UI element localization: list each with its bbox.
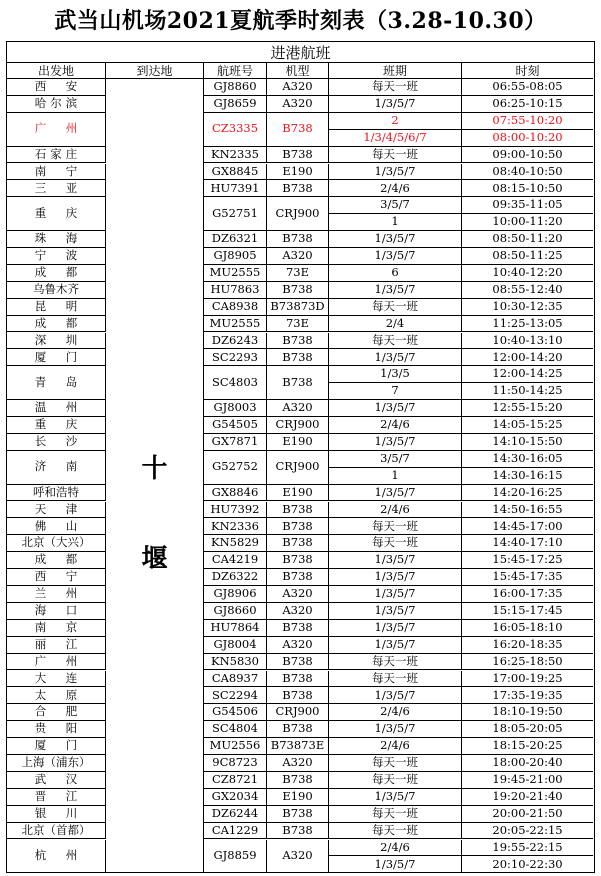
aircraft-cell: B73873D bbox=[267, 299, 329, 316]
aircraft-cell: E190 bbox=[267, 164, 329, 181]
aircraft-cell: B738 bbox=[267, 806, 329, 823]
schedule-cell: 每天一班 bbox=[329, 671, 462, 688]
flight-number-cell: GJ8859 bbox=[204, 840, 267, 874]
time-cell: 09:00-10:50 bbox=[462, 147, 593, 164]
origin-cell: 三 亚 bbox=[7, 180, 106, 197]
origin-cell: 上海（浦东） bbox=[7, 755, 106, 772]
time-cell: 14:50-16:55 bbox=[462, 502, 593, 519]
header-time: 时刻 bbox=[462, 63, 593, 79]
origin-cell: 重 庆 bbox=[7, 197, 106, 231]
aircraft-cell: B738 bbox=[267, 671, 329, 688]
time-cell: 12:55-15:20 bbox=[462, 400, 593, 417]
flight-number-cell: DZ6322 bbox=[204, 569, 267, 586]
origin-cell: 广 州 bbox=[7, 654, 106, 671]
flight-number-cell: GX8845 bbox=[204, 164, 267, 181]
aircraft-cell: A320 bbox=[267, 840, 329, 874]
flight-number-cell: SC4803 bbox=[204, 366, 267, 400]
flight-number-cell: KN5830 bbox=[204, 654, 267, 671]
flight-number-cell: HU7864 bbox=[204, 620, 267, 637]
flight-number-cell: MU2555 bbox=[204, 265, 267, 282]
time-cell: 14:10-15:50 bbox=[462, 434, 593, 451]
schedule-cell: 1/3/5/7 bbox=[329, 434, 462, 451]
time-cell: 07:55-10:20 bbox=[462, 113, 593, 130]
origin-cell: 成 都 bbox=[7, 265, 106, 282]
origin-cell: 佛 山 bbox=[7, 518, 106, 535]
schedule-cell: 每天一班 bbox=[329, 79, 462, 96]
time-cell: 17:35-19:35 bbox=[462, 687, 593, 704]
flight-number-cell: HU7863 bbox=[204, 282, 267, 299]
time-cell: 19:55-22:15 bbox=[462, 840, 593, 857]
schedule-cell: 2/4/6 bbox=[329, 417, 462, 434]
aircraft-cell: B738 bbox=[267, 518, 329, 535]
origin-cell: 重 庆 bbox=[7, 417, 106, 434]
origin-cell: 呼和浩特 bbox=[7, 485, 106, 502]
origin-cell: 大 连 bbox=[7, 671, 106, 688]
aircraft-cell: B738 bbox=[267, 231, 329, 248]
flight-number-cell: GJ8905 bbox=[204, 248, 267, 265]
header-destination: 到达地 bbox=[106, 63, 204, 79]
schedule-cell: 1/3/5/7 bbox=[329, 282, 462, 299]
flight-number-cell: KN2336 bbox=[204, 518, 267, 535]
aircraft-cell: B738 bbox=[267, 772, 329, 789]
aircraft-cell: B738 bbox=[267, 654, 329, 671]
flight-number-cell: MU2556 bbox=[204, 738, 267, 755]
aircraft-cell: CRJ900 bbox=[267, 197, 329, 231]
time-cell: 14:45-17:00 bbox=[462, 518, 593, 535]
schedule-cell: 1/3/5/7 bbox=[329, 248, 462, 265]
flight-number-cell: GJ8003 bbox=[204, 400, 267, 417]
aircraft-cell: B738 bbox=[267, 113, 329, 147]
time-cell: 16:25-18:50 bbox=[462, 654, 593, 671]
origin-cell: 珠 海 bbox=[7, 231, 106, 248]
time-cell: 18:00-20:40 bbox=[462, 755, 593, 772]
schedule-cell: 每天一班 bbox=[329, 654, 462, 671]
aircraft-cell: A320 bbox=[267, 96, 329, 113]
schedule-cell: 1/3/5/7 bbox=[329, 164, 462, 181]
aircraft-cell: E190 bbox=[267, 485, 329, 502]
schedule-cell: 2/4 bbox=[329, 316, 462, 333]
aircraft-cell: B738 bbox=[267, 180, 329, 197]
schedule-cell: 每天一班 bbox=[329, 147, 462, 164]
aircraft-cell: B73873E bbox=[267, 738, 329, 755]
schedule-cell: 1 bbox=[329, 214, 462, 231]
aircraft-cell: B738 bbox=[267, 502, 329, 519]
schedule-cell: 每天一班 bbox=[329, 806, 462, 823]
origin-cell: 昆 明 bbox=[7, 299, 106, 316]
origin-cell: 丽 江 bbox=[7, 637, 106, 654]
schedule-cell: 2/4/6 bbox=[329, 180, 462, 197]
time-cell: 10:40-13:10 bbox=[462, 333, 593, 350]
flight-number-cell: G54505 bbox=[204, 417, 267, 434]
time-cell: 20:05-22:15 bbox=[462, 823, 593, 840]
aircraft-cell: 73E bbox=[267, 316, 329, 333]
schedule-cell: 3/5/7 bbox=[329, 451, 462, 468]
destination-char: 十 bbox=[141, 454, 168, 484]
origin-cell: 南 宁 bbox=[7, 164, 106, 181]
time-cell: 06:25-10:15 bbox=[462, 96, 593, 113]
schedule-table bbox=[6, 41, 595, 873]
time-cell: 19:45-21:00 bbox=[462, 772, 593, 789]
flight-number-cell: G52752 bbox=[204, 451, 267, 485]
flight-number-cell: GX8846 bbox=[204, 485, 267, 502]
flight-number-cell: DZ6321 bbox=[204, 231, 267, 248]
aircraft-cell: CRJ900 bbox=[267, 704, 329, 721]
time-cell: 11:25-13:05 bbox=[462, 316, 593, 333]
flight-number-cell: GJ8906 bbox=[204, 586, 267, 603]
time-cell: 08:55-12:40 bbox=[462, 282, 593, 299]
flight-number-cell: SC2294 bbox=[204, 687, 267, 704]
origin-cell: 成 都 bbox=[7, 552, 106, 569]
origin-cell: 成 都 bbox=[7, 316, 106, 333]
time-cell: 14:30-16:15 bbox=[462, 468, 593, 485]
section-title: 进港航班 bbox=[7, 42, 594, 63]
origin-cell: 长 沙 bbox=[7, 434, 106, 451]
aircraft-cell: B738 bbox=[267, 147, 329, 164]
flight-number-cell: KN2335 bbox=[204, 147, 267, 164]
time-cell: 18:10-19:50 bbox=[462, 704, 593, 721]
flight-number-cell: GJ8004 bbox=[204, 637, 267, 654]
origin-cell: 哈尔滨 bbox=[7, 96, 106, 113]
flight-number-cell: HU7391 bbox=[204, 180, 267, 197]
origin-cell: 深 圳 bbox=[7, 333, 106, 350]
schedule-cell: 1/3/4/5/6/7 bbox=[329, 130, 462, 147]
schedule-cell: 1 bbox=[329, 468, 462, 485]
flight-number-cell: CZ3335 bbox=[204, 113, 267, 147]
origin-cell: 合 肥 bbox=[7, 704, 106, 721]
time-cell: 08:50-11:20 bbox=[462, 231, 593, 248]
flight-number-cell: G52751 bbox=[204, 197, 267, 231]
time-cell: 08:15-10:50 bbox=[462, 180, 593, 197]
aircraft-cell: B738 bbox=[267, 535, 329, 552]
schedule-cell: 每天一班 bbox=[329, 333, 462, 350]
origin-cell: 济 南 bbox=[7, 451, 106, 485]
schedule-cell: 7 bbox=[329, 383, 462, 400]
header-aircraft: 机型 bbox=[267, 63, 329, 79]
origin-cell: 银 川 bbox=[7, 806, 106, 823]
schedule-cell: 1/3/5/7 bbox=[329, 721, 462, 738]
time-cell: 20:00-21:50 bbox=[462, 806, 593, 823]
time-cell: 14:30-16:05 bbox=[462, 451, 593, 468]
flight-number-cell: CA4219 bbox=[204, 552, 267, 569]
schedule-cell: 1/3/5 bbox=[329, 366, 462, 383]
origin-cell: 宁 波 bbox=[7, 248, 106, 265]
schedule-cell: 每天一班 bbox=[329, 299, 462, 316]
schedule-cell: 1/3/5/7 bbox=[329, 349, 462, 366]
flight-number-cell: MU2555 bbox=[204, 316, 267, 333]
aircraft-cell: CRJ900 bbox=[267, 417, 329, 434]
schedule-cell: 2 bbox=[329, 113, 462, 130]
origin-cell: 广 州 bbox=[7, 113, 106, 147]
aircraft-cell: A320 bbox=[267, 79, 329, 96]
schedule-cell: 1/3/5/7 bbox=[329, 552, 462, 569]
flight-number-cell: GJ8659 bbox=[204, 96, 267, 113]
header-schedule: 班期 bbox=[329, 63, 462, 79]
schedule-cell: 每天一班 bbox=[329, 535, 462, 552]
schedule-cell: 1/3/5/7 bbox=[329, 569, 462, 586]
destination-cell bbox=[106, 79, 204, 873]
schedule-cell: 3/5/7 bbox=[329, 197, 462, 214]
origin-cell: 厦 门 bbox=[7, 738, 106, 755]
schedule-cell: 2/4/6 bbox=[329, 840, 462, 857]
schedule-cell: 1/3/5/7 bbox=[329, 687, 462, 704]
aircraft-cell: B738 bbox=[267, 620, 329, 637]
aircraft-cell: 73E bbox=[267, 265, 329, 282]
flight-number-cell: GX7871 bbox=[204, 434, 267, 451]
time-cell: 20:10-22:30 bbox=[462, 856, 593, 873]
origin-cell: 北京（大兴） bbox=[7, 535, 106, 552]
origin-cell: 北京（首都） bbox=[7, 823, 106, 840]
schedule-cell: 1/3/5/7 bbox=[329, 96, 462, 113]
flight-number-cell: KN5829 bbox=[204, 535, 267, 552]
flight-number-cell: HU7392 bbox=[204, 502, 267, 519]
aircraft-cell: B738 bbox=[267, 333, 329, 350]
time-cell: 15:45-17:25 bbox=[462, 552, 593, 569]
origin-cell: 杭 州 bbox=[7, 840, 106, 874]
flight-number-cell: GX2034 bbox=[204, 789, 267, 806]
page-title: 武当山机场2021夏航季时刻表（3.28-10.30） bbox=[54, 8, 547, 34]
flight-number-cell: G54506 bbox=[204, 704, 267, 721]
schedule-cell: 1/3/5/7 bbox=[329, 231, 462, 248]
schedule-cell: 1/3/5/7 bbox=[329, 620, 462, 637]
schedule-cell: 每天一班 bbox=[329, 823, 462, 840]
aircraft-cell: B738 bbox=[267, 282, 329, 299]
flight-number-cell: DZ6244 bbox=[204, 806, 267, 823]
time-cell: 10:40-12:20 bbox=[462, 265, 593, 282]
origin-cell: 天 津 bbox=[7, 502, 106, 519]
flight-number-cell: GJ8660 bbox=[204, 603, 267, 620]
aircraft-cell: A320 bbox=[267, 586, 329, 603]
origin-cell: 乌鲁木齐 bbox=[7, 282, 106, 299]
origin-cell: 武 汉 bbox=[7, 772, 106, 789]
time-cell: 10:00-11:20 bbox=[462, 214, 593, 231]
origin-cell: 太 原 bbox=[7, 687, 106, 704]
time-cell: 15:45-17:35 bbox=[462, 569, 593, 586]
time-cell: 16:00-17:35 bbox=[462, 586, 593, 603]
origin-cell: 兰 州 bbox=[7, 586, 106, 603]
aircraft-cell: B738 bbox=[267, 569, 329, 586]
aircraft-cell: CRJ900 bbox=[267, 451, 329, 485]
schedule-cell: 每天一班 bbox=[329, 518, 462, 535]
time-cell: 08:50-11:25 bbox=[462, 248, 593, 265]
time-cell: 12:00-14:20 bbox=[462, 349, 593, 366]
origin-cell: 温 州 bbox=[7, 400, 106, 417]
schedule-cell: 2/4/6 bbox=[329, 704, 462, 721]
time-cell: 08:40-10:50 bbox=[462, 164, 593, 181]
aircraft-cell: A320 bbox=[267, 603, 329, 620]
schedule-cell: 每天一班 bbox=[329, 772, 462, 789]
time-cell: 09:35-11:05 bbox=[462, 197, 593, 214]
time-cell: 17:00-19:25 bbox=[462, 671, 593, 688]
aircraft-cell: E190 bbox=[267, 434, 329, 451]
schedule-cell: 2/4/6 bbox=[329, 502, 462, 519]
origin-cell: 晋 江 bbox=[7, 789, 106, 806]
aircraft-cell: B738 bbox=[267, 552, 329, 569]
origin-cell: 西 宁 bbox=[7, 569, 106, 586]
schedule-cell: 每天一班 bbox=[329, 755, 462, 772]
time-cell: 16:20-18:35 bbox=[462, 637, 593, 654]
origin-cell: 南 京 bbox=[7, 620, 106, 637]
aircraft-cell: A320 bbox=[267, 400, 329, 417]
aircraft-cell: A320 bbox=[267, 637, 329, 654]
schedule-cell: 1/3/5/7 bbox=[329, 856, 462, 873]
aircraft-cell: B738 bbox=[267, 687, 329, 704]
time-cell: 14:20-16:25 bbox=[462, 485, 593, 502]
time-cell: 18:05-20:05 bbox=[462, 721, 593, 738]
destination-char: 堰 bbox=[141, 544, 168, 574]
origin-cell: 石家庄 bbox=[7, 147, 106, 164]
schedule-cell: 1/3/5/7 bbox=[329, 400, 462, 417]
flight-number-cell: CA8938 bbox=[204, 299, 267, 316]
flight-number-cell: SC4804 bbox=[204, 721, 267, 738]
flight-number-cell: DZ6243 bbox=[204, 333, 267, 350]
header-flight: 航班号 bbox=[204, 63, 267, 79]
flight-number-cell: SC2293 bbox=[204, 349, 267, 366]
flight-number-cell: CA8937 bbox=[204, 671, 267, 688]
aircraft-cell: B738 bbox=[267, 349, 329, 366]
flight-number-cell: 9C8723 bbox=[204, 755, 267, 772]
time-cell: 14:05-15:25 bbox=[462, 417, 593, 434]
schedule-cell: 1/3/5/7 bbox=[329, 603, 462, 620]
time-cell: 15:15-17:45 bbox=[462, 603, 593, 620]
time-cell: 08:00-10:20 bbox=[462, 130, 593, 147]
schedule-cell: 6 bbox=[329, 265, 462, 282]
schedule-cell: 1/3/5/7 bbox=[329, 586, 462, 603]
flight-number-cell: CA1229 bbox=[204, 823, 267, 840]
aircraft-cell: E190 bbox=[267, 789, 329, 806]
time-cell: 14:40-17:10 bbox=[462, 535, 593, 552]
time-cell: 16:05-18:10 bbox=[462, 620, 593, 637]
time-cell: 06:55-08:05 bbox=[462, 79, 593, 96]
time-cell: 11:50-14:25 bbox=[462, 383, 593, 400]
flight-number-cell: GJ8860 bbox=[204, 79, 267, 96]
origin-cell: 西 安 bbox=[7, 79, 106, 96]
time-cell: 18:15-20:25 bbox=[462, 738, 593, 755]
aircraft-cell: B738 bbox=[267, 721, 329, 738]
header-origin: 出发地 bbox=[7, 63, 106, 79]
aircraft-cell: B738 bbox=[267, 823, 329, 840]
schedule-cell: 2/4/6 bbox=[329, 738, 462, 755]
aircraft-cell: A320 bbox=[267, 248, 329, 265]
time-cell: 12:00-14:25 bbox=[462, 366, 593, 383]
schedule-cell: 1/3/5/7 bbox=[329, 637, 462, 654]
aircraft-cell: A320 bbox=[267, 755, 329, 772]
origin-cell: 厦 门 bbox=[7, 349, 106, 366]
time-cell: 10:30-12:35 bbox=[462, 299, 593, 316]
schedule-cell: 1/3/5/7 bbox=[329, 789, 462, 806]
aircraft-cell: B738 bbox=[267, 366, 329, 400]
origin-cell: 青 岛 bbox=[7, 366, 106, 400]
schedule-cell: 1/3/5/7 bbox=[329, 485, 462, 502]
origin-cell: 海 口 bbox=[7, 603, 106, 620]
flight-number-cell: CZ8721 bbox=[204, 772, 267, 789]
origin-cell: 贵 阳 bbox=[7, 721, 106, 738]
time-cell: 19:20-21:40 bbox=[462, 789, 593, 806]
